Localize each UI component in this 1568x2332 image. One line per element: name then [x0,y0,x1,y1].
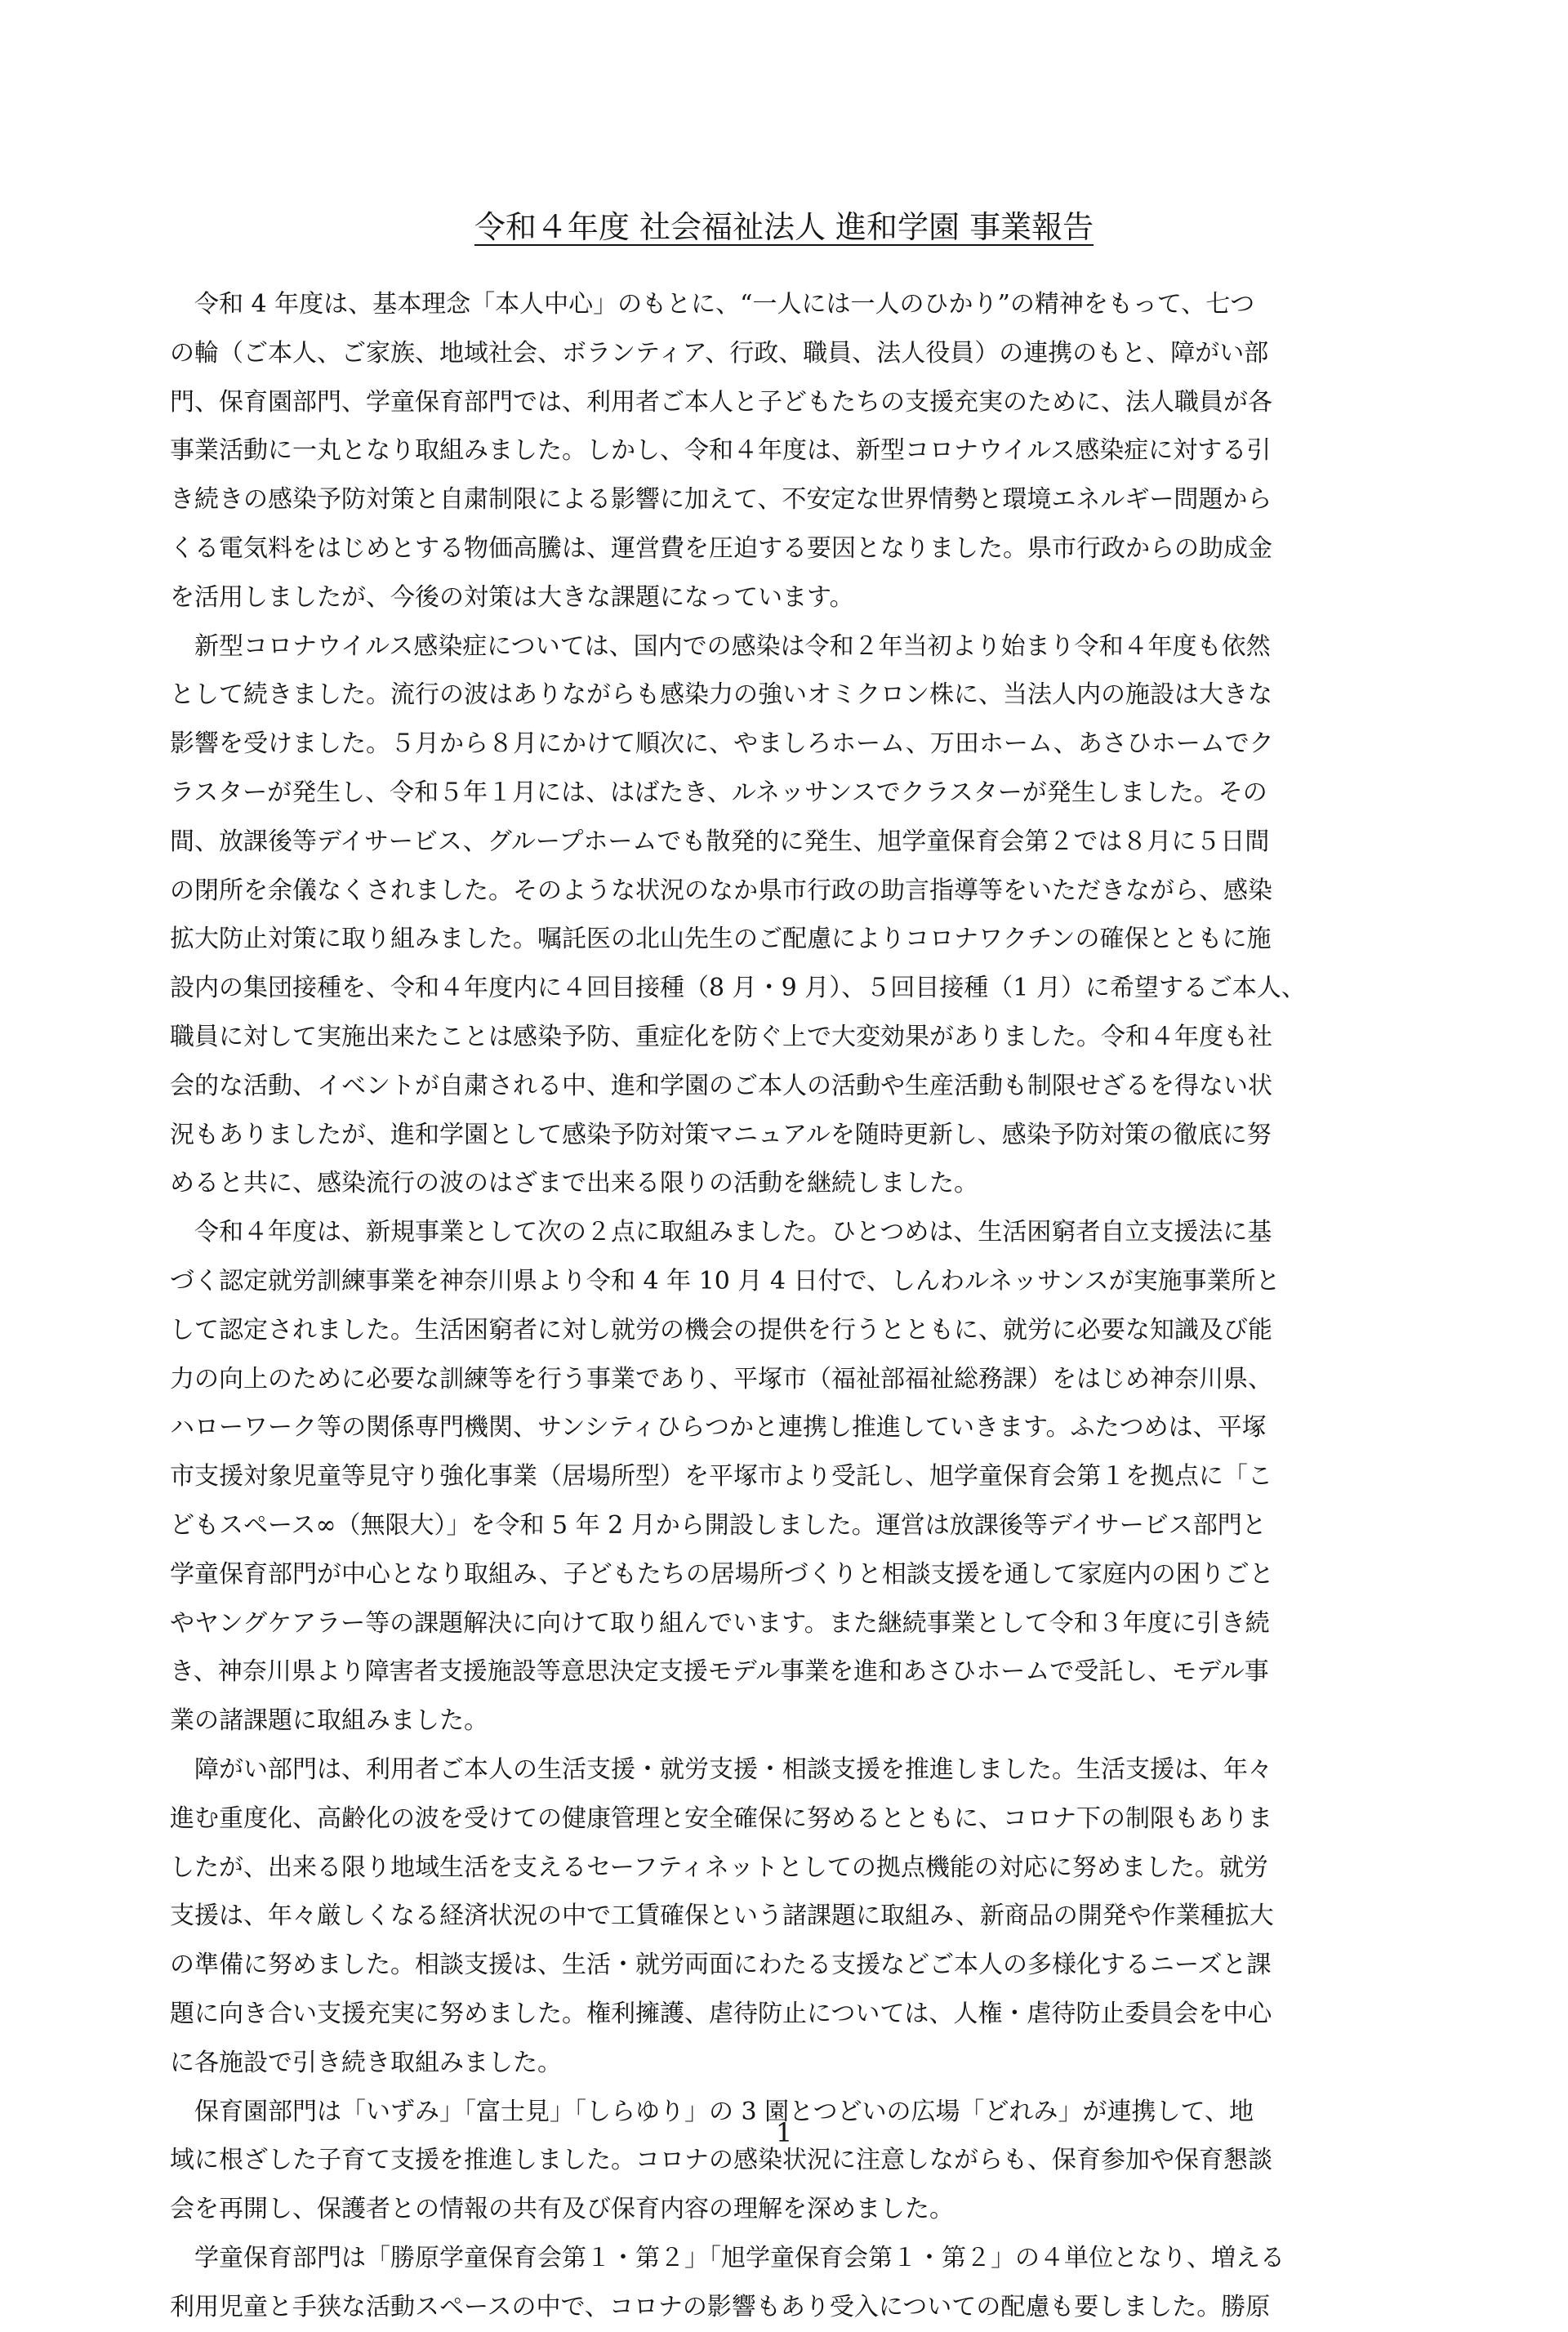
text-line: 利用児童と手狭な活動スペースの中で、コロナの影響もあり受入についての配慮も要しました。勝原 [170,2293,1271,2321]
text-line: 令和４年度は、新規事業として次の２点に取組みました。ひとつめは、生活困窮者自立支援法に基 [170,1218,1272,1246]
text-line: き続きの感染予防対策と自粛制限による影響に加えて、不安定な世界情勢と環境エネルギー問題から [170,485,1272,514]
text-line: 域に根ざした子育て支援を推進しました。コロナの感染状況に注意しながらも、保育参加や保育懇談 [170,2146,1272,2174]
text-line: ラスターが発生し、令和５年１月には、はばたき、ルネッサンスでクラスターが発生しました。その [170,778,1267,807]
text-line: 題に向き合い支援充実に努めました。権利擁護、虐待防止については、人権・虐待防止委員会を中心 [170,2000,1272,2028]
text-line: に各施設で引き続き取組みました。 [170,2049,562,2077]
text-line: 会を再開し、保護者との情報の共有及び保育内容の理解を深めました。 [170,2195,954,2223]
text-line: 進む重度化、高齢化の波を受けての健康管理と安全確保に努めるとともに、コロナ下の制限もありま [170,1804,1272,1833]
text-line: 学童保育部門が中心となり取組み、子どもたちの居場所づくりと相談支援を通して家庭内の困りごと [170,1560,1274,1589]
text-line: 職員に対して実施出来たことは感染予防、重症化を防ぐ上で大変効果がありました。令和４年度も社 [170,1023,1272,1051]
text-line: を活用しましたが、今後の対策は大きな課題になっています。 [170,583,854,612]
text-line: き、神奈川県より障害者支援施設等意思決定支援モデル事業を進和あさひホームで受託し、モデル事 [170,1657,1269,1686]
text-line: どもスペース∞（無限大）」を令和 5 年 2 月から開設しました。運営は放課後等デイサービス部門と [170,1511,1267,1540]
page-number: 1 [775,2117,793,2148]
document-title-text: 令和４年度 社会福祉法人 進和学園 事業報告 [474,209,1094,245]
text-line: の閉所を余儀なくされました。そのような状況のなか県市行政の助言指導等をいただきながら、感染 [170,876,1272,905]
text-line: 令和 4 年度は、基本理念「本人中心」のもとに、“一人には一人のひかり”の精神をもって、七つ [170,290,1255,319]
text-line: して認定されました。生活困窮者に対し就労の機会の提供を行うとともに、就労に必要な知識及び能 [170,1316,1272,1344]
text-line: の準備に努めました。相談支援は、生活・就労両面にわたる支援などご本人の多様化するニーズと課 [170,1951,1272,1979]
text-line: 事業活動に一丸となり取組みました。しかし、令和４年度は、新型コロナウイルス感染症に対する引 [170,436,1272,465]
text-line: 支援は、年々厳しくなる経済状況の中で工賃確保という諸課題に取組み、新商品の開発や作業種拡大 [170,1902,1274,1930]
text-line: 間、放課後等デイサービス、グループホームでも散発的に発生、旭学童保育会第２では８月に５日間 [170,827,1270,856]
text-line: やヤングケアラー等の課題解決に向けて取り組んでいます。また継続事業として令和３年度に引き続 [170,1609,1270,1638]
text-line: ハローワーク等の関係専門機関、サンシティひらつかと連携し推進していきます。ふたつめは、平塚 [170,1413,1267,1442]
text-line: 会的な活動、イベントが自粛される中、進和学園のご本人の活動や生産活動も制限せざるを得ない状 [170,1072,1272,1100]
text-line: づく認定就労訓練事業を神奈川県より令和 4 年 10 月 4 日付で、しんわルネッサンスが実施事業所と [170,1267,1281,1295]
text-line: の輪（ご本人、ご家族、地域社会、ボランティア、行政、職員、法人役員）の連携のもと、障がい部 [170,339,1269,368]
text-line: 業の諸課題に取組みました。 [170,1706,488,1735]
text-line: 障がい部門は、利用者ご本人の生活支援・就労支援・相談支援を推進しました。生活支援は、年々 [170,1755,1272,1784]
text-line: 学童保育部門は「勝原学童保育会第１・第２」「旭学童保育会第１・第２」の４単位となり、増える [170,2244,1285,2272]
text-line: 影響を受けました。５月から８月にかけて順次に、やましろホーム、万田ホーム、あさひホームでク [170,729,1274,758]
text-line: くる電気料をはじめとする物価高騰は、運営費を圧迫する要因となりました。県市行政からの助成金 [170,534,1272,563]
text-line: 力の向上のために必要な訓練等を行う事業であり、平塚市（福祉部福祉総務課）をはじめ神奈川県、 [170,1365,1272,1393]
text-line: として続きました。流行の波はありながらも感染力の強いオミクロン株に、当法人内の施設は大きな [170,680,1272,709]
text-line: 門、保育園部門、学童保育部門では、利用者ご本人と子どもたちの支援充実のために、法人職員が各 [170,388,1272,417]
text-line: 拡大防止対策に取り組みました。嘱託医の北山先生のご配慮によりコロナワクチンの確保とともに施 [170,925,1272,953]
text-line: めると共に、感染流行の波のはざまで出来る限りの活動を継続しました。 [170,1169,978,1197]
text-line: 保育園部門は「いずみ」「富士見」「しらゆり」の 3 園とつどいの広場「どれみ」が連携して、地 [170,2098,1254,2126]
text-line: 新型コロナウイルス感染症については、国内での感染は令和２年当初より始まり令和４年度も依然 [170,632,1271,661]
text-line: したが、出来る限り地域生活を支えるセーフティネットとしての拠点機能の対応に努めました。就労 [170,1853,1268,1882]
text-line: 市支援対象児童等見守り強化事業（居場所型）を平塚市より受託し、旭学童保育会第１を拠点に「こ [170,1462,1272,1491]
text-line: 設内の集団接種を、令和４年度内に４回目接種（8 月・9 月）、５回目接種（1 月）に希望するご本人、 [170,974,1306,1002]
text-line: 況もありましたが、進和学園として感染予防対策マニュアルを随時更新し、感染予防対策の徹底に努 [170,1121,1272,1149]
